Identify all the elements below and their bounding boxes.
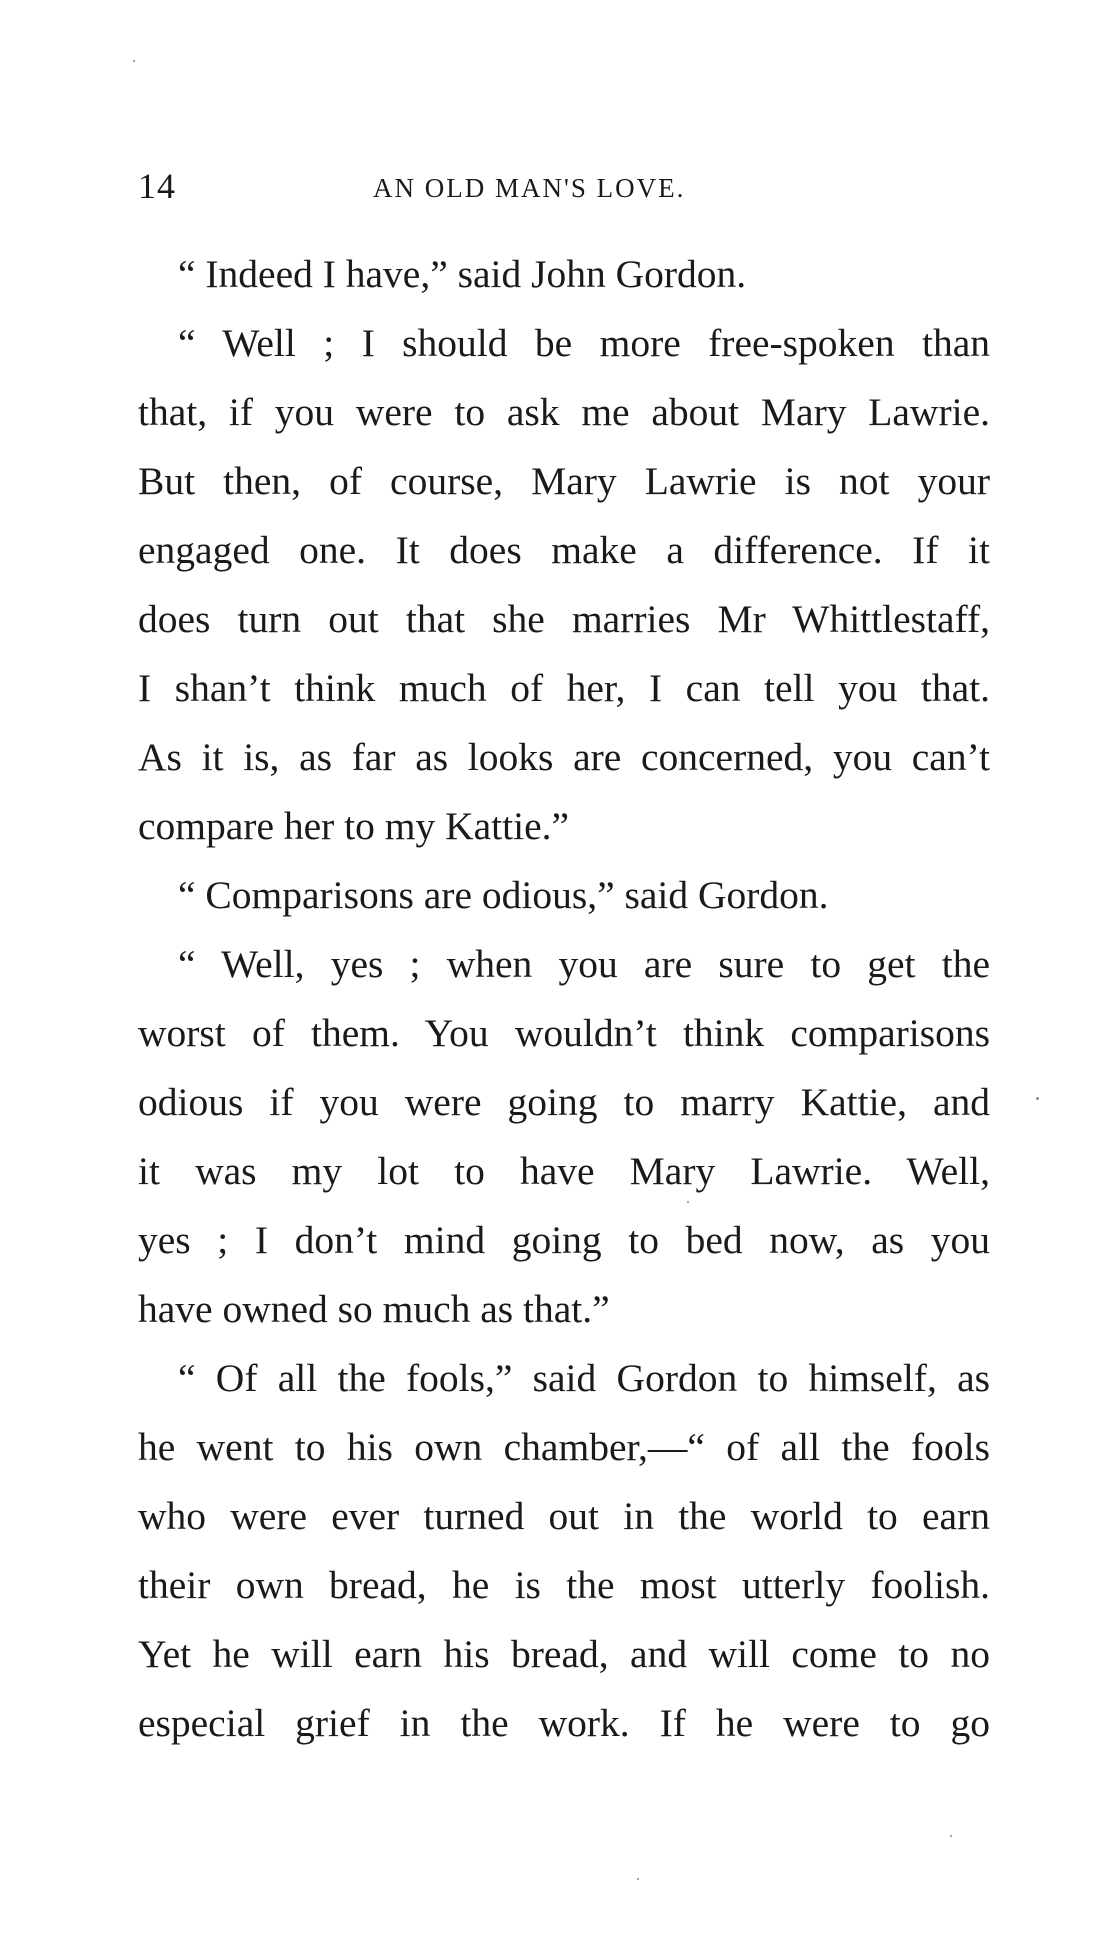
text-line: “ Indeed I have,” said John Gordon.	[178, 252, 747, 296]
paper-speck	[1036, 1097, 1039, 1100]
text-line: “ Of all the fools,” said Gordon to himself, as	[178, 1356, 990, 1400]
text-line: especial grief in the work. If he were to go	[138, 1701, 990, 1745]
paper-speck	[637, 1878, 639, 1880]
text-line: “ Comparisons are odious,” said Gordon.	[178, 873, 829, 917]
text-line: does turn out that she marries Mr Whittlestaff,	[138, 597, 990, 641]
paper-speck	[950, 1835, 952, 1837]
text-line: Yet he will earn his bread, and will come to no	[138, 1632, 990, 1676]
text-line: have owned so much as that.”	[138, 1287, 610, 1331]
running-title: AN OLD MAN'S LOVE.	[373, 173, 686, 203]
text-line: their own bread, he is the most utterly foolish.	[138, 1563, 990, 1607]
text-line: worst of them. You wouldn’t think comparisons	[138, 1011, 990, 1055]
text-line: yes ; I don’t mind going to bed now, as you	[138, 1218, 990, 1262]
text-line: who were ever turned out in the world to earn	[138, 1494, 990, 1538]
text-line: compare her to my Kattie.”	[138, 804, 570, 848]
text-line: that, if you were to ask me about Mary Lawrie.	[138, 390, 990, 434]
paper-speck	[687, 1201, 689, 1203]
page-number: 14	[138, 166, 176, 206]
text-line: engaged one. It does make a difference. If it	[138, 528, 990, 572]
text-line: I shan’t think much of her, I can tell you that.	[138, 666, 990, 710]
text-line: As it is, as far as looks are concerned, you can’t	[138, 735, 990, 779]
body-text	[138, 240, 990, 1758]
paper-speck	[133, 60, 135, 62]
page-header	[138, 165, 998, 209]
text-line: But then, of course, Mary Lawrie is not your	[138, 459, 990, 503]
text-line: odious if you were going to marry Kattie, and	[138, 1080, 990, 1124]
text-line: “ Well ; I should be more free-spoken than	[178, 321, 990, 365]
text-line: “ Well, yes ; when you are sure to get the	[178, 942, 990, 986]
text-line: it was my lot to have Mary Lawrie. Well,	[138, 1149, 990, 1193]
text-line: he went to his own chamber,—“ of all the fools	[138, 1425, 990, 1469]
